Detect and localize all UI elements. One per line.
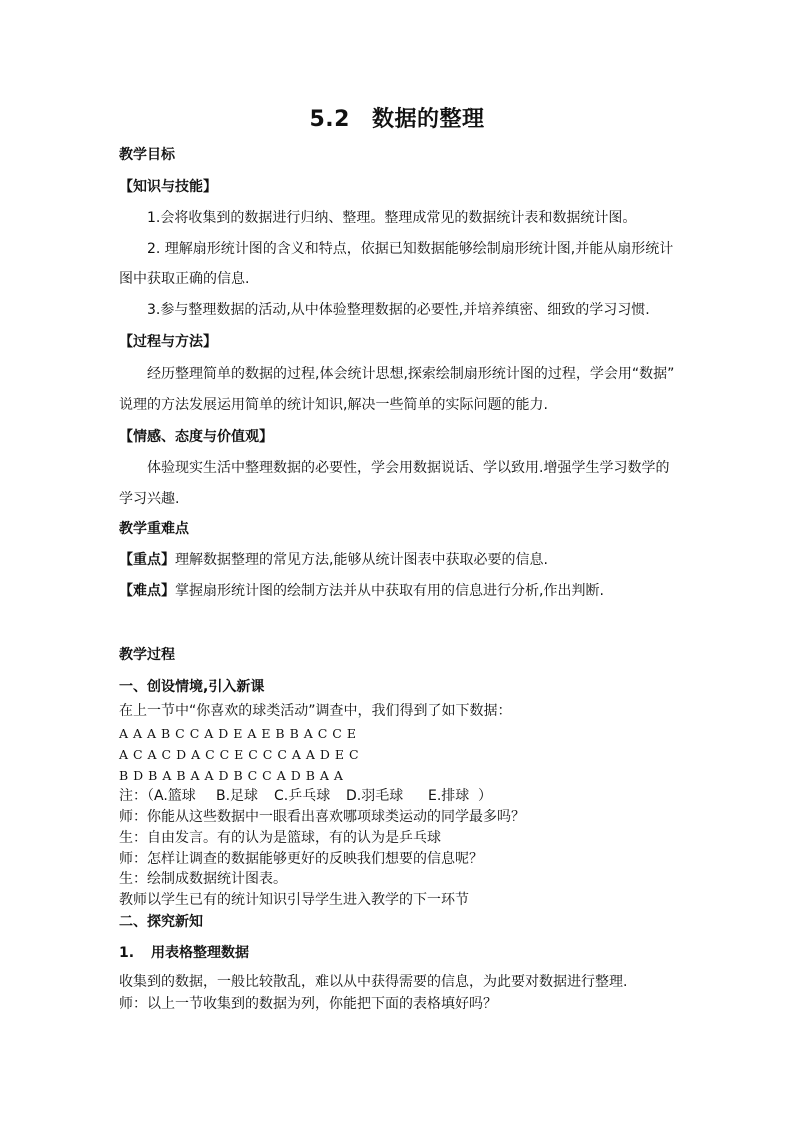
note-table-tennis: C.乒乓球 [274, 788, 331, 804]
student-answer-2: 生：绘制成数据统计图表。 [119, 871, 287, 887]
process-heading: 教学过程 [119, 647, 175, 663]
teacher-question-1: 师：你能从这些数据中一眼看出喜欢哪项球类运动的同学最多吗？ [119, 809, 525, 825]
category-note [119, 787, 492, 805]
difficulty-text: 掌握扇形统计图的绘制方法并从中获取有用的信息进行分析,作出判断. [175, 583, 604, 599]
page-title [0, 102, 794, 133]
subsection-1-text: 用表格整理数据 [151, 945, 249, 961]
note-suffix: ） [478, 788, 492, 804]
teacher-guidance: 教师以学生已有的统计知识引导学生进入教学的下一环节 [119, 892, 469, 908]
emotion-heading: 【情感、态度与价值观】 [119, 429, 273, 445]
knowledge-item-2-line2: 图中获取正确的信息. [119, 271, 250, 287]
data-row-2: A C A C D A C C E C C C A A D E C [119, 747, 360, 762]
section-number: 5.2 [309, 107, 350, 132]
teacher-question-2: 师：怎样让调查的数据能够更好的反映我们想要的信息呢？ [119, 851, 483, 867]
focus-line [119, 551, 548, 569]
subsection-1-heading [119, 944, 249, 962]
intro-text: 在上一节中“你喜欢的球类活动”调查中，我们得到了如下数据： [119, 703, 512, 719]
process-method-heading: 【过程与方法】 [119, 334, 217, 350]
difficulty-label: 【难点】 [119, 583, 175, 599]
knowledge-item-3: 3.参与整理数据的活动,从中体验整理数据的必要性,并培养缜密、细致的学习习惯. [147, 302, 650, 318]
focus-label: 【重点】 [119, 552, 175, 568]
body-paragraph-1: 收集到的数据，一般比较散乱，难以从中获得需要的信息，为此要对数据进行整理. [119, 974, 628, 990]
student-answer-1: 生：自由发言。有的认为是篮球，有的认为是乒乓球 [119, 830, 441, 846]
goals-heading: 教学目标 [119, 147, 175, 163]
focus-text: 理解数据整理的常见方法,能够从统计图表中获取必要的信息. [175, 552, 548, 568]
note-football: B.足球 [216, 788, 259, 804]
note-prefix: 注：（ [119, 788, 154, 804]
note-badminton: D.羽毛球 [346, 788, 404, 804]
knowledge-heading: 【知识与技能】 [119, 179, 217, 195]
note-volleyball: E.排球 [428, 788, 470, 804]
data-row-1: A A A B C C A D E A E B B A C C E [119, 726, 357, 741]
title-text: 数据的整理 [371, 107, 485, 132]
knowledge-item-2-line1: 2. 理解扇形统计图的含义和特点，依据已知数据能够绘制扇形统计图,并能从扇形统计 [147, 241, 674, 257]
difficulty-line [119, 582, 604, 600]
note-basketball: A.篮球 [154, 788, 196, 804]
emotion-line2: 学习兴趣. [119, 491, 180, 507]
emotion-line1: 体验现实生活中整理数据的必要性，学会用数据说话、学以致用.增强学生学习数学的 [147, 460, 670, 476]
teacher-question-3: 师：以上一节收集到的数据为列，你能把下面的表格填好吗？ [119, 996, 497, 1012]
data-row-3: B D B A B A A D B C C A D B A A [119, 768, 344, 783]
section-2-heading: 二、探究新知 [119, 914, 203, 930]
process-method-line1: 经历整理简单的数据的过程,体会统计思想,探索绘制扇形统计图的过程，学会用“数据” [147, 366, 675, 382]
process-method-line2: 说理的方法发展运用简单的统计知识,解决一些简单的实际问题的能力. [119, 397, 548, 413]
key-points-heading: 教学重难点 [119, 521, 189, 537]
knowledge-item-1: 1.会将收集到的数据进行归纳、整理。整理成常见的数据统计表和数据统计图。 [147, 210, 637, 226]
section-1-heading: 一、创设情境,引入新课 [119, 679, 265, 695]
subsection-1-number: 1. [119, 945, 135, 961]
